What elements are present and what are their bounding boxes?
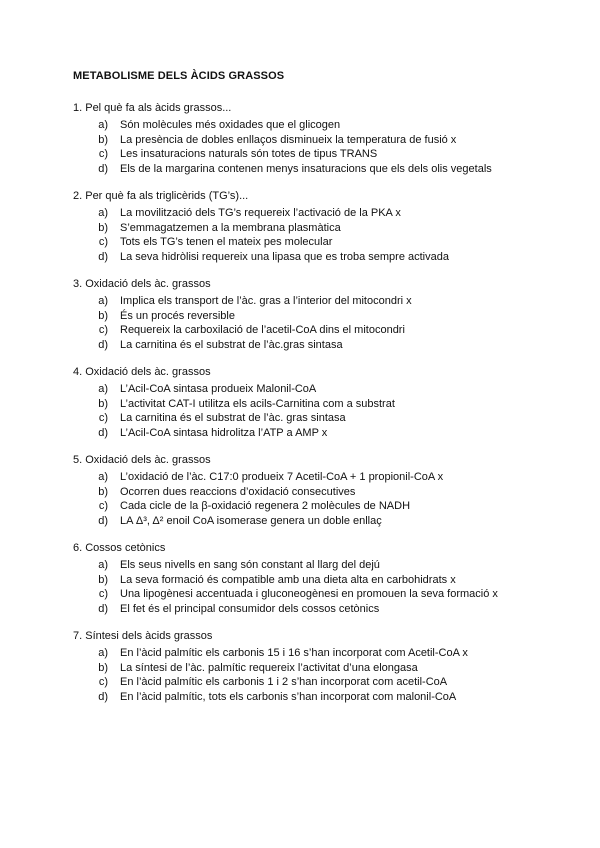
option-letter: c): [98, 236, 108, 249]
option-text: La presència de dobles enllaços disminueix la temperatura de fusió x: [120, 133, 457, 146]
option-text: És un procés reversible: [120, 309, 235, 322]
question-3: [73, 277, 573, 352]
question-7: [73, 629, 573, 704]
option-a: [73, 382, 573, 397]
option-text: Ocorren dues reaccions d’oxidació consecutives: [120, 485, 356, 498]
option-b: [73, 573, 573, 588]
option-text: L’Acil-CoA sintasa hidrolitza l’ATP a AMP x: [120, 426, 328, 439]
option-letter: d): [98, 426, 108, 439]
option-letter: d): [98, 162, 108, 175]
option-letter: b): [98, 661, 108, 674]
option-b: [73, 397, 573, 412]
option-letter: b): [98, 485, 108, 498]
option-letter: b): [98, 573, 108, 586]
option-a: [73, 558, 573, 573]
option-d: [73, 250, 573, 265]
option-letter: a): [98, 119, 108, 131]
question-title: 5. Oxidació dels àc. grassos: [73, 454, 211, 466]
option-letter: d): [98, 602, 108, 615]
option-letter: d): [98, 338, 108, 351]
option-text: Una lipogènesi accentuada i gluconeogènesi en promouen la seva formació x: [120, 588, 498, 601]
option-letter: c): [98, 500, 108, 513]
option-a: [73, 646, 573, 661]
option-c: [73, 499, 573, 514]
option-text: La seva hidròlisi requereix una lipasa que es troba sempre activada: [120, 250, 449, 263]
option-b: [73, 485, 573, 500]
question-1: [73, 101, 573, 176]
option-d: [73, 338, 573, 353]
option-text: En l’àcid palmític els carbonis 1 i 2 s’han incorporat com acetil-CoA: [120, 676, 448, 689]
question-title: 1. Pel què fa als àcids grassos...: [73, 102, 232, 114]
option-a: [73, 294, 573, 309]
option-letter: b): [98, 221, 108, 234]
option-b: [73, 221, 573, 236]
question-6: [73, 541, 573, 616]
option-text: La movilització dels TG’s requereix l’activació de la PKA x: [120, 207, 401, 219]
option-text: La síntesi de l’àc. palmític requereix l’activitat d’una elongasa: [120, 661, 418, 674]
option-text: En l’àcid palmític, tots els carbonis s’han incorporat com malonil-CoA: [120, 690, 457, 703]
option-letter: d): [98, 514, 108, 527]
option-text: L’oxidació de l’àc. C17:0 produeix 7 Acetil-CoA + 1 propionil-CoA x: [120, 471, 444, 483]
question-title: 7. Síntesi dels àcids grassos: [73, 630, 213, 642]
question-5: [73, 453, 573, 528]
option-letter: c): [98, 588, 108, 601]
option-a: [73, 206, 573, 221]
option-d: [73, 426, 573, 441]
document-title: METABOLISME DELS ÀCIDS GRASSOS: [73, 70, 285, 82]
option-c: [73, 323, 573, 338]
option-c: [73, 411, 573, 426]
option-letter: d): [98, 250, 108, 263]
option-d: [73, 690, 573, 705]
option-d: [73, 162, 573, 177]
option-text: Implica els transport de l’àc. gras a l’interior del mitocondri x: [120, 295, 412, 307]
option-d: [73, 602, 573, 617]
option-text: La carnitina és el substrat de l’àc.gras sintasa: [120, 338, 343, 351]
option-letter: a): [98, 471, 108, 483]
option-text: Els de la margarina contenen menys insaturacions que els dels olis vegetals: [120, 162, 492, 175]
question-title: 6. Cossos cetònics: [73, 542, 166, 554]
option-b: [73, 309, 573, 324]
option-text: Cada cicle de la β-oxidació regenera 2 molècules de NADH: [120, 500, 411, 513]
option-text: LA Δ³, Δ² enoil CoA isomerase genera un doble enllaç: [120, 514, 382, 527]
question-title: 4. Oxidació dels àc. grassos: [73, 366, 211, 378]
option-letter: d): [98, 690, 108, 703]
option-letter: c): [98, 148, 108, 161]
option-text: El fet és el principal consumidor dels cossos cetònics: [120, 602, 380, 615]
option-text: La carnitina és el substrat de l’àc. gras sintasa: [120, 412, 346, 425]
option-text: En l’àcid palmític els carbonis 15 i 16 s’han incorporat com Acetil-CoA x: [120, 647, 468, 659]
option-letter: b): [98, 397, 108, 410]
option-c: [73, 587, 573, 602]
option-letter: a): [98, 647, 108, 659]
option-text: Són molècules més oxidades que el glicogen: [120, 119, 341, 131]
option-b: [73, 133, 573, 148]
option-text: S’emmagatzemen a la membrana plasmàtica: [120, 221, 341, 234]
option-a: [73, 470, 573, 485]
option-text: Les insaturacions naturals són totes de tipus TRANS: [120, 148, 378, 161]
option-letter: a): [98, 295, 108, 307]
option-text: L’Acil-CoA sintasa produeix Malonil-CoA: [120, 383, 317, 395]
question-2: [73, 189, 573, 264]
option-letter: c): [98, 324, 108, 337]
question-4: [73, 365, 573, 440]
question-title: 3. Oxidació dels àc. grassos: [73, 278, 211, 290]
option-c: [73, 235, 573, 250]
option-letter: a): [98, 383, 108, 395]
option-text: La seva formació és compatible amb una dieta alta en carbohidrats x: [120, 573, 456, 586]
option-letter: a): [98, 207, 108, 219]
option-letter: c): [98, 676, 108, 689]
option-text: L’activitat CAT-I utilitza els acils-Carnitina com a substrat: [120, 397, 395, 410]
option-text: Els seus nivells en sang són constant al llarg del dejú: [120, 559, 380, 571]
option-text: Tots els TG’s tenen el mateix pes molecular: [120, 236, 333, 249]
option-b: [73, 661, 573, 676]
option-text: Requereix la carboxilació de l’acetil-CoA dins el mitocondri: [120, 324, 405, 337]
option-c: [73, 147, 573, 162]
option-letter: a): [98, 559, 108, 571]
option-letter: b): [98, 309, 108, 322]
option-a: [73, 118, 573, 133]
option-c: [73, 675, 573, 690]
option-letter: b): [98, 133, 108, 146]
question-title: 2. Per què fa als triglicèrids (TG’s)...: [73, 190, 249, 202]
option-d: [73, 514, 573, 529]
option-letter: c): [98, 412, 108, 425]
